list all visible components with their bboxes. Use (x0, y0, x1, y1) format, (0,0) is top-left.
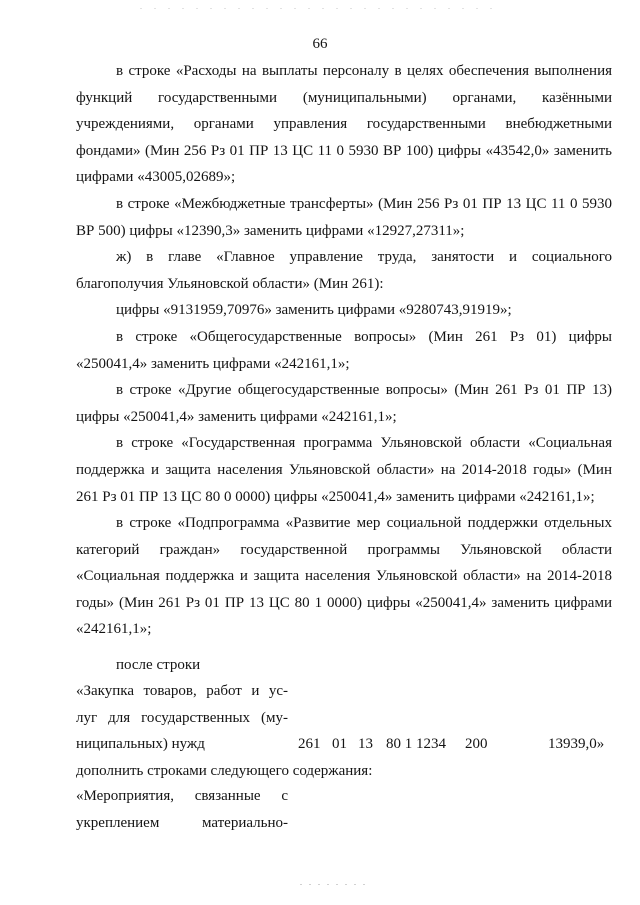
add-rows-text: дополнить строками следующего содержания: (76, 763, 373, 779)
paragraph: в строке «Межбюджетные трансферты» (Мин 256 Рз 01 ПР 13 ЦС 11 0 5930 ВР 500) цифры «12390,3» заменить цифрами «12927,27311»; (76, 195, 612, 239)
paragraph: ж) в главе «Главное управление труда, занятости и социального благополучия Ульяновской области» (Мин 261): (76, 249, 612, 292)
page-number: 66 (312, 36, 328, 52)
budget-table-row (76, 678, 288, 758)
scan-artifact (300, 884, 370, 885)
row-name-line: «Мероприятия, связанные с (76, 788, 288, 804)
paragraph: в строке «Подпрограмма «Развитие мер социальной поддержки отдельных категорий граждан» государственной программы Ульяновской области «Социальная поддержка и защита населения Ульяновской области» на 2014-2018 годы» (Мин 261 Рз 01 ПР 13 ЦС 80 1 0000) цифры «250041,4» заменить цифрами «242161,1»; (76, 515, 612, 638)
paragraph: цифры «9131959,70976» заменить цифрами «9280743,91919»; (116, 302, 512, 319)
row-name-line: «Закупка товаров, работ и ус- (76, 683, 288, 699)
after-row-label: после строки (116, 657, 201, 673)
budget-table-row (76, 783, 288, 836)
paragraph: в строке «Общегосударственные вопросы» (Мин 261 Рз 01) цифры «250041,4» заменить цифрами «242161,1»; (76, 328, 612, 372)
row-name (76, 783, 288, 836)
code-cs: 80 1 1234 (386, 736, 446, 752)
scan-artifact (140, 8, 500, 9)
row-name-line: ниципальных) нужд (76, 736, 205, 753)
code-pr: 13 (358, 736, 373, 752)
code-rz: 01 (332, 736, 347, 752)
code-min: 261 (298, 736, 321, 752)
paragraph: в строке «Расходы на выплаты персоналу в целях обеспечения выполнения функций государственными (муниципальными) органами, казёнными учреждениями, органами управления государственными внебюджетными фондами» (Мин 256 Рз 01 ПР 13 ЦС 11 0 5930 ВР 100) цифры «43542,0» заменить цифрами «43005,02689»; (76, 63, 612, 186)
paragraph: в строке «Государственная программа Ульяновской области «Социальная поддержка и защита населения Ульяновской области» на 2014-2018 годы» (Мин 261 Рз 01 ПР 13 ЦС 80 0 0000) цифры «250041,4» заменить цифрами «242161,1»; (76, 435, 612, 505)
document-body (76, 58, 612, 643)
paragraph: в строке «Другие общегосударственные вопросы» (Мин 261 Рз 01 ПР 13) цифры «250041,4» заменить цифрами «242161,1»; (76, 382, 612, 425)
code-vr: 200 (465, 736, 488, 752)
row-name (76, 678, 288, 758)
row-name-line: укреплением материально- (76, 814, 288, 831)
row-name-line: луг для государственных (му- (76, 709, 288, 726)
row-amount: 13939,0» (548, 736, 605, 752)
